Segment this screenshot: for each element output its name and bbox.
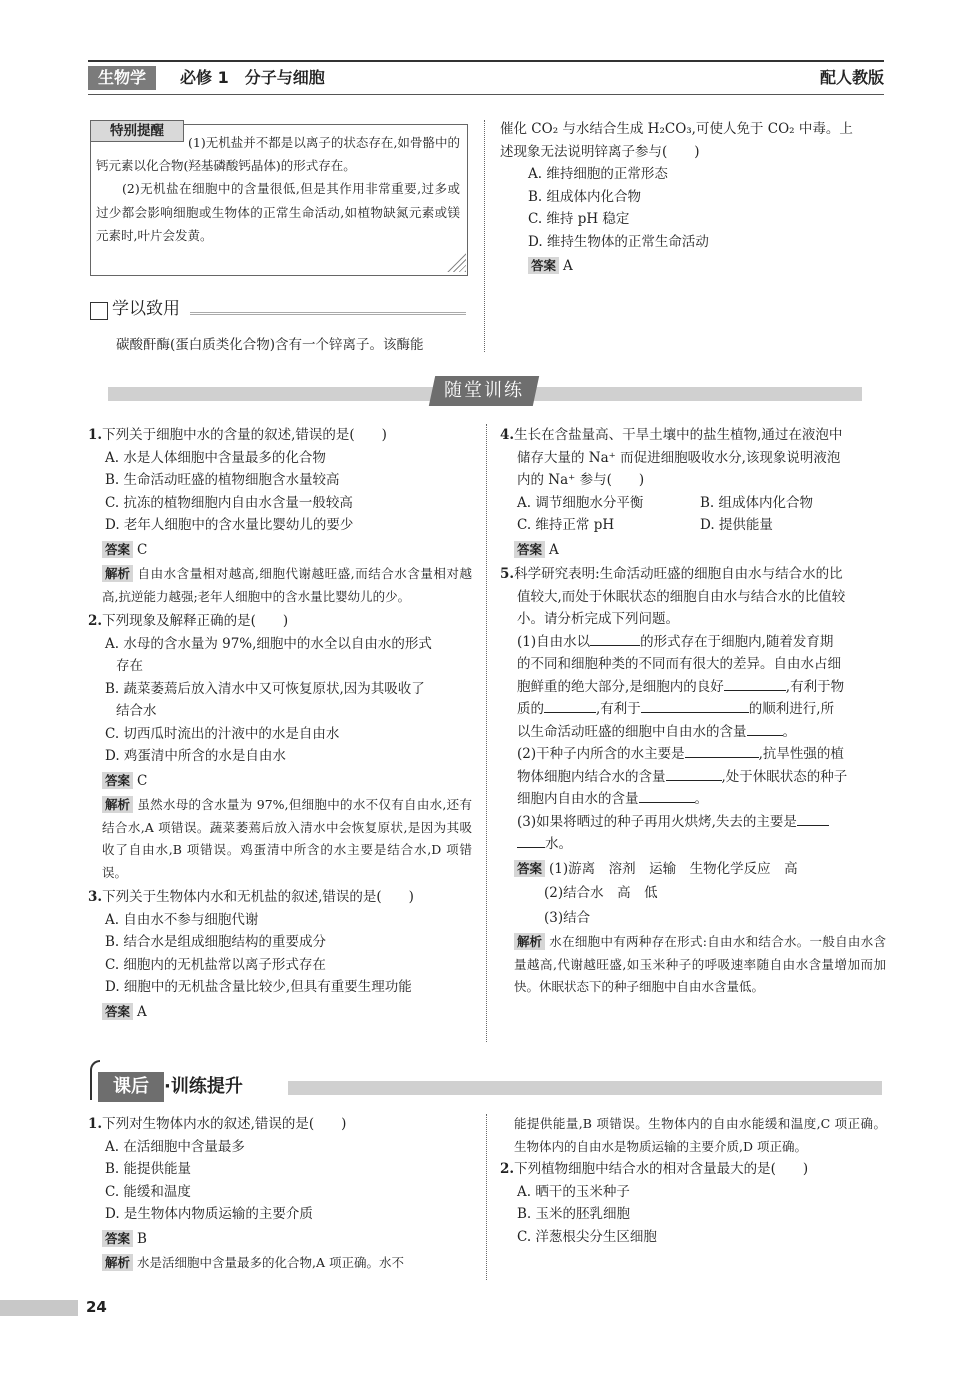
apply-option-a: A. 维持细胞的正常形态 (528, 166, 668, 182)
question-stem-line: 储存大量的 Na⁺ 而促进细胞吸收水分,该现象说明液泡 (517, 449, 841, 466)
section-title (429, 376, 539, 406)
apply-option-d: D. 维持生物体的正常生命活动 (528, 233, 709, 250)
option-a: A. 水母的含水量为 97%,细胞中的水全以自由水的形式 (105, 635, 432, 652)
option-d: D. 是生物体内物质运输的主要介质 (105, 1206, 313, 1222)
answer (88, 1001, 472, 1024)
question-list-left-2 (88, 1113, 472, 1277)
option-c: C. 维持正常 pH (517, 517, 615, 533)
option-b: B. 组成体内化合物 (700, 494, 814, 511)
subquestion-1-line: 的不同和细胞种类的不同而有很大的差异。自由水占细 (517, 656, 841, 672)
option-c: C. 抗冻的植物细胞内自由水含量一般较高 (105, 494, 353, 511)
section2-title-box: 课后 (98, 1072, 164, 1102)
explanation (500, 931, 886, 999)
question-1 (88, 424, 472, 608)
answer-value: A (549, 541, 559, 558)
answer-blank[interactable] (639, 788, 695, 803)
header-edition: 配人教版 (819, 68, 884, 87)
option-b: B. 生命活动旺盛的植物细胞含水量较高 (105, 472, 340, 488)
text: 。 (694, 791, 708, 807)
explanation (88, 1252, 472, 1275)
answer (88, 770, 472, 793)
answer-blank[interactable] (747, 721, 783, 736)
answer-tag: 答案 (102, 1230, 133, 1247)
question-list-left (88, 424, 472, 1025)
option-a: A. 水是人体细胞中含量最多的化合物 (105, 449, 326, 466)
tip-paragraph-2: (2)无机盐在细胞中的含量很低,但是其作用非常重要,过多或过少都会影响细胞或生物体的正常生命活动,如植物缺氮元素或镁元素时,叶片会发黄。 (96, 181, 460, 243)
option-a-continued: 存在 (116, 658, 143, 674)
explanation (88, 794, 472, 884)
question-stem-line: 内的 Na⁺ 参与( ) (517, 472, 645, 488)
explanation-text: 虽然水母的含水量为 97%,但细胞中的水不仅有自由水,还有结合水,A 项错误。蔬菜萎蔫后放入清水中会恢复原状,是因为其吸收了自由水,B 项错误。鸡蛋清中所含的水主要是结合水,D 项错误。 (102, 797, 472, 880)
text: ,抗旱性强的植 (758, 746, 844, 762)
option-a: A. 自由水不参与细胞代谢 (105, 911, 259, 928)
question-stem: 生长在含盐量高、干旱土壤中的盐生植物,通过在液泡中 (514, 427, 843, 443)
apply-stem-continued (500, 118, 886, 278)
text: 物体细胞内结合水的含量 (517, 768, 666, 785)
footer-bar (0, 1300, 78, 1316)
option-b: B. 玉米的胚乳细胞 (517, 1206, 631, 1222)
answer-blank[interactable] (685, 743, 759, 758)
text: 的顺利进行,所 (748, 701, 835, 717)
column-divider (486, 424, 487, 1042)
subquestion-1-line (500, 721, 886, 744)
section-title-text: 随堂训练 (444, 380, 524, 401)
subquestion-1 (500, 631, 886, 654)
section2-bar (288, 1081, 882, 1095)
text: (2)干种子内所含的水主要是 (517, 746, 685, 762)
text: 以生命活动旺盛的细胞中自由水的含量 (517, 723, 747, 740)
apply-stem-line: 述现象无法说明锌离子参与( ) (500, 143, 700, 160)
option-row (500, 492, 886, 515)
option-a: A. 调节细胞水分平衡 (517, 494, 644, 511)
text: 细胞内自由水的含量 (517, 791, 639, 807)
answer-line: (3)结合 (544, 909, 591, 926)
subquestion-3-line (500, 833, 886, 856)
question-stem-line: 小。请分析完成下列问题。 (517, 611, 679, 627)
text: 质的 (517, 701, 544, 717)
question-stem: 下列对生物体内水的叙述,错误的是( ) (102, 1116, 347, 1132)
explanation-tag: 解析 (102, 565, 133, 582)
column-divider (484, 120, 485, 352)
text: 水。 (545, 836, 572, 852)
answer-tag: 答案 (528, 257, 559, 274)
text: 。 (782, 723, 796, 740)
question-3 (88, 886, 472, 1023)
answer (88, 1228, 472, 1251)
option-b: B. 能提供能量 (105, 1161, 192, 1177)
question-number: 2. (500, 1161, 515, 1177)
explanation-continued: 能提供能量,B 项错误。生物体内的自由水能缓和温度,C 项正确。生物体内的自由水是物质运输的主要介质,D 项正确。 (514, 1116, 886, 1154)
answer-value: C (137, 772, 148, 789)
option-d: D. 细胞中的无机盐含量比较少,但具有重要生理功能 (105, 979, 412, 995)
subquestion-1-line (500, 676, 886, 699)
text: 胞鲜重的绝大部分,是细胞内的良好 (517, 678, 724, 695)
question-list-right-2 (500, 1113, 886, 1248)
apply-rule (190, 312, 466, 316)
option-b: B. 蔬菜萎蔫后放入清水中又可恢复原状,因为其吸收了 (105, 680, 425, 697)
subquestion-3 (500, 811, 886, 834)
header-subject: 生物学 (88, 66, 156, 90)
apply-option-b: B. 组成体内化合物 (528, 188, 642, 205)
text: ,处于休眠状态的种子 (721, 768, 848, 785)
question-5 (500, 563, 886, 999)
explanation-text: 水在细胞中有两种存在形式:自由水和结合水。一般自由水含量越高,代谢越旺盛,如玉米种子的呼吸速率随自由水含量增加而加快。休眠状态下的种子细胞中自由水含量低。 (514, 934, 886, 994)
tip-paragraph-1: (1)无机盐并不都是以离子的状态存在,如骨骼中的钙元素以化合物(羟基磷酸钙晶体)的形式存在。 (96, 135, 460, 174)
answer-tag: 答案 (102, 1003, 133, 1020)
answer-value: A (563, 258, 573, 274)
answer-blank[interactable] (590, 631, 640, 646)
explanation-tag: 解析 (102, 796, 133, 813)
text: ,有利于物 (785, 678, 845, 695)
option-d: D. 鸡蛋清中所含的水是自由水 (105, 748, 286, 764)
answer-tag: 答案 (514, 860, 545, 877)
apply-icon (90, 302, 108, 320)
option-a: A. 在活细胞中含量最多 (105, 1138, 245, 1155)
text: ,有利于 (596, 701, 641, 717)
subquestion-1-line (500, 698, 886, 721)
answer-blank[interactable] (724, 676, 786, 691)
answer-blank[interactable] (641, 698, 749, 713)
header-rule-bottom (88, 94, 884, 95)
question-stem: 下列现象及解释正确的是( ) (102, 613, 289, 629)
answer-blank[interactable] (517, 833, 545, 848)
subquestion-2-line (500, 788, 886, 811)
answer-tag: 答案 (102, 772, 133, 789)
option-c: C. 切西瓜时流出的汁液中的水是自由水 (105, 725, 340, 742)
explanation (88, 563, 472, 608)
option-c: C. 能缓和温度 (105, 1183, 191, 1200)
apply-stem-start: 碳酸酐酶(蛋白质类化合物)含有一个锌离子。该酶能 (116, 337, 424, 353)
apply-stem-line: 催化 CO₂ 与水结合生成 H₂CO₃,可使人免于 CO₂ 中毒。上 (500, 121, 853, 137)
text: (3)如果将晒过的种子再用火烘烤,失去的主要是 (517, 813, 797, 830)
question-stem-line: 值较大,而处于休眠状态的细胞自由水与结合水的比值较 (517, 588, 846, 605)
explanation-tag: 解析 (514, 933, 545, 950)
answer-blank[interactable] (544, 698, 596, 713)
question-number: 1. (88, 427, 103, 443)
explanation-tag: 解析 (102, 1254, 133, 1271)
answer-line: (1)游离 溶剂 运输 生物化学反应 高 (549, 860, 798, 877)
answer (88, 539, 472, 562)
column-divider (486, 1114, 487, 1280)
explanation-text: 自由水含量相对越高,细胞代谢越旺盛,而结合水含量相对越高,抗逆能力越强;老年人细胞中的含水量比婴幼儿的少。 (102, 566, 472, 604)
page-number: 24 (86, 1298, 107, 1316)
answer-tag: 答案 (514, 541, 545, 558)
text: 的形式存在于细胞内,随着发育期 (640, 633, 834, 650)
question-number: 4. (500, 427, 515, 443)
text: (1)自由水以 (517, 633, 591, 650)
section2-title-rest: ·训练提升 (164, 1076, 243, 1097)
answer-tag: 答案 (102, 541, 133, 558)
answer-blank[interactable] (797, 811, 829, 826)
question-stem: 下列关于生物体内水和无机盐的叙述,错误的是( ) (102, 889, 414, 905)
option-b-continued: 结合水 (116, 703, 157, 719)
option-c: C. 洋葱根尖分生区细胞 (517, 1228, 657, 1245)
tip-text (96, 131, 460, 247)
option-d: D. 提供能量 (700, 517, 773, 533)
apply-title: 学以致用 (112, 299, 180, 319)
option-d: D. 老年人细胞中的含水量比婴幼儿的要少 (105, 517, 354, 533)
question-stem: 下列关于细胞中水的含量的叙述,错误的是( ) (102, 427, 387, 443)
question-4 (500, 424, 886, 561)
answer-value: A (137, 1003, 147, 1020)
answer-value: C (137, 541, 148, 558)
homework-question-1 (88, 1113, 472, 1275)
header-rule-top (88, 60, 884, 62)
tip-label: 特别提醒 (90, 120, 184, 142)
question-number: 2. (88, 613, 103, 629)
question-number: 3. (88, 889, 103, 905)
apply-answer (500, 255, 886, 278)
option-b: B. 结合水是组成细胞结构的重要成分 (105, 934, 327, 950)
answer-line: (2)结合水 高 低 (544, 885, 658, 901)
answer-value: B (137, 1230, 147, 1247)
homework-question-2 (500, 1158, 886, 1248)
answer (500, 539, 886, 562)
apply-option-c: C. 维持 pH 稳定 (528, 211, 630, 227)
subquestion-2 (500, 743, 886, 766)
question-number: 1. (88, 1116, 103, 1132)
answer-blank[interactable] (666, 766, 722, 781)
question-number: 5. (500, 566, 515, 582)
explanation-text: 水是活细胞中含量最多的化合物,A 项正确。水不 (137, 1255, 404, 1270)
subquestion-2-line (500, 766, 886, 789)
question-stem: 科学研究表明:生命活动旺盛的细胞自由水与结合水的比 (514, 566, 843, 582)
answer (500, 858, 886, 881)
option-a: A. 晒干的玉米种子 (517, 1183, 630, 1200)
option-row (500, 514, 886, 537)
question-list-right (500, 424, 886, 1001)
question-stem: 下列植物细胞中结合水的相对含量最大的是( ) (514, 1161, 809, 1177)
question-2 (88, 610, 472, 884)
option-c: C. 细胞内的无机盐常以离子形式存在 (105, 956, 326, 973)
header-book-title: 必修 1 分子与细胞 (180, 68, 325, 87)
